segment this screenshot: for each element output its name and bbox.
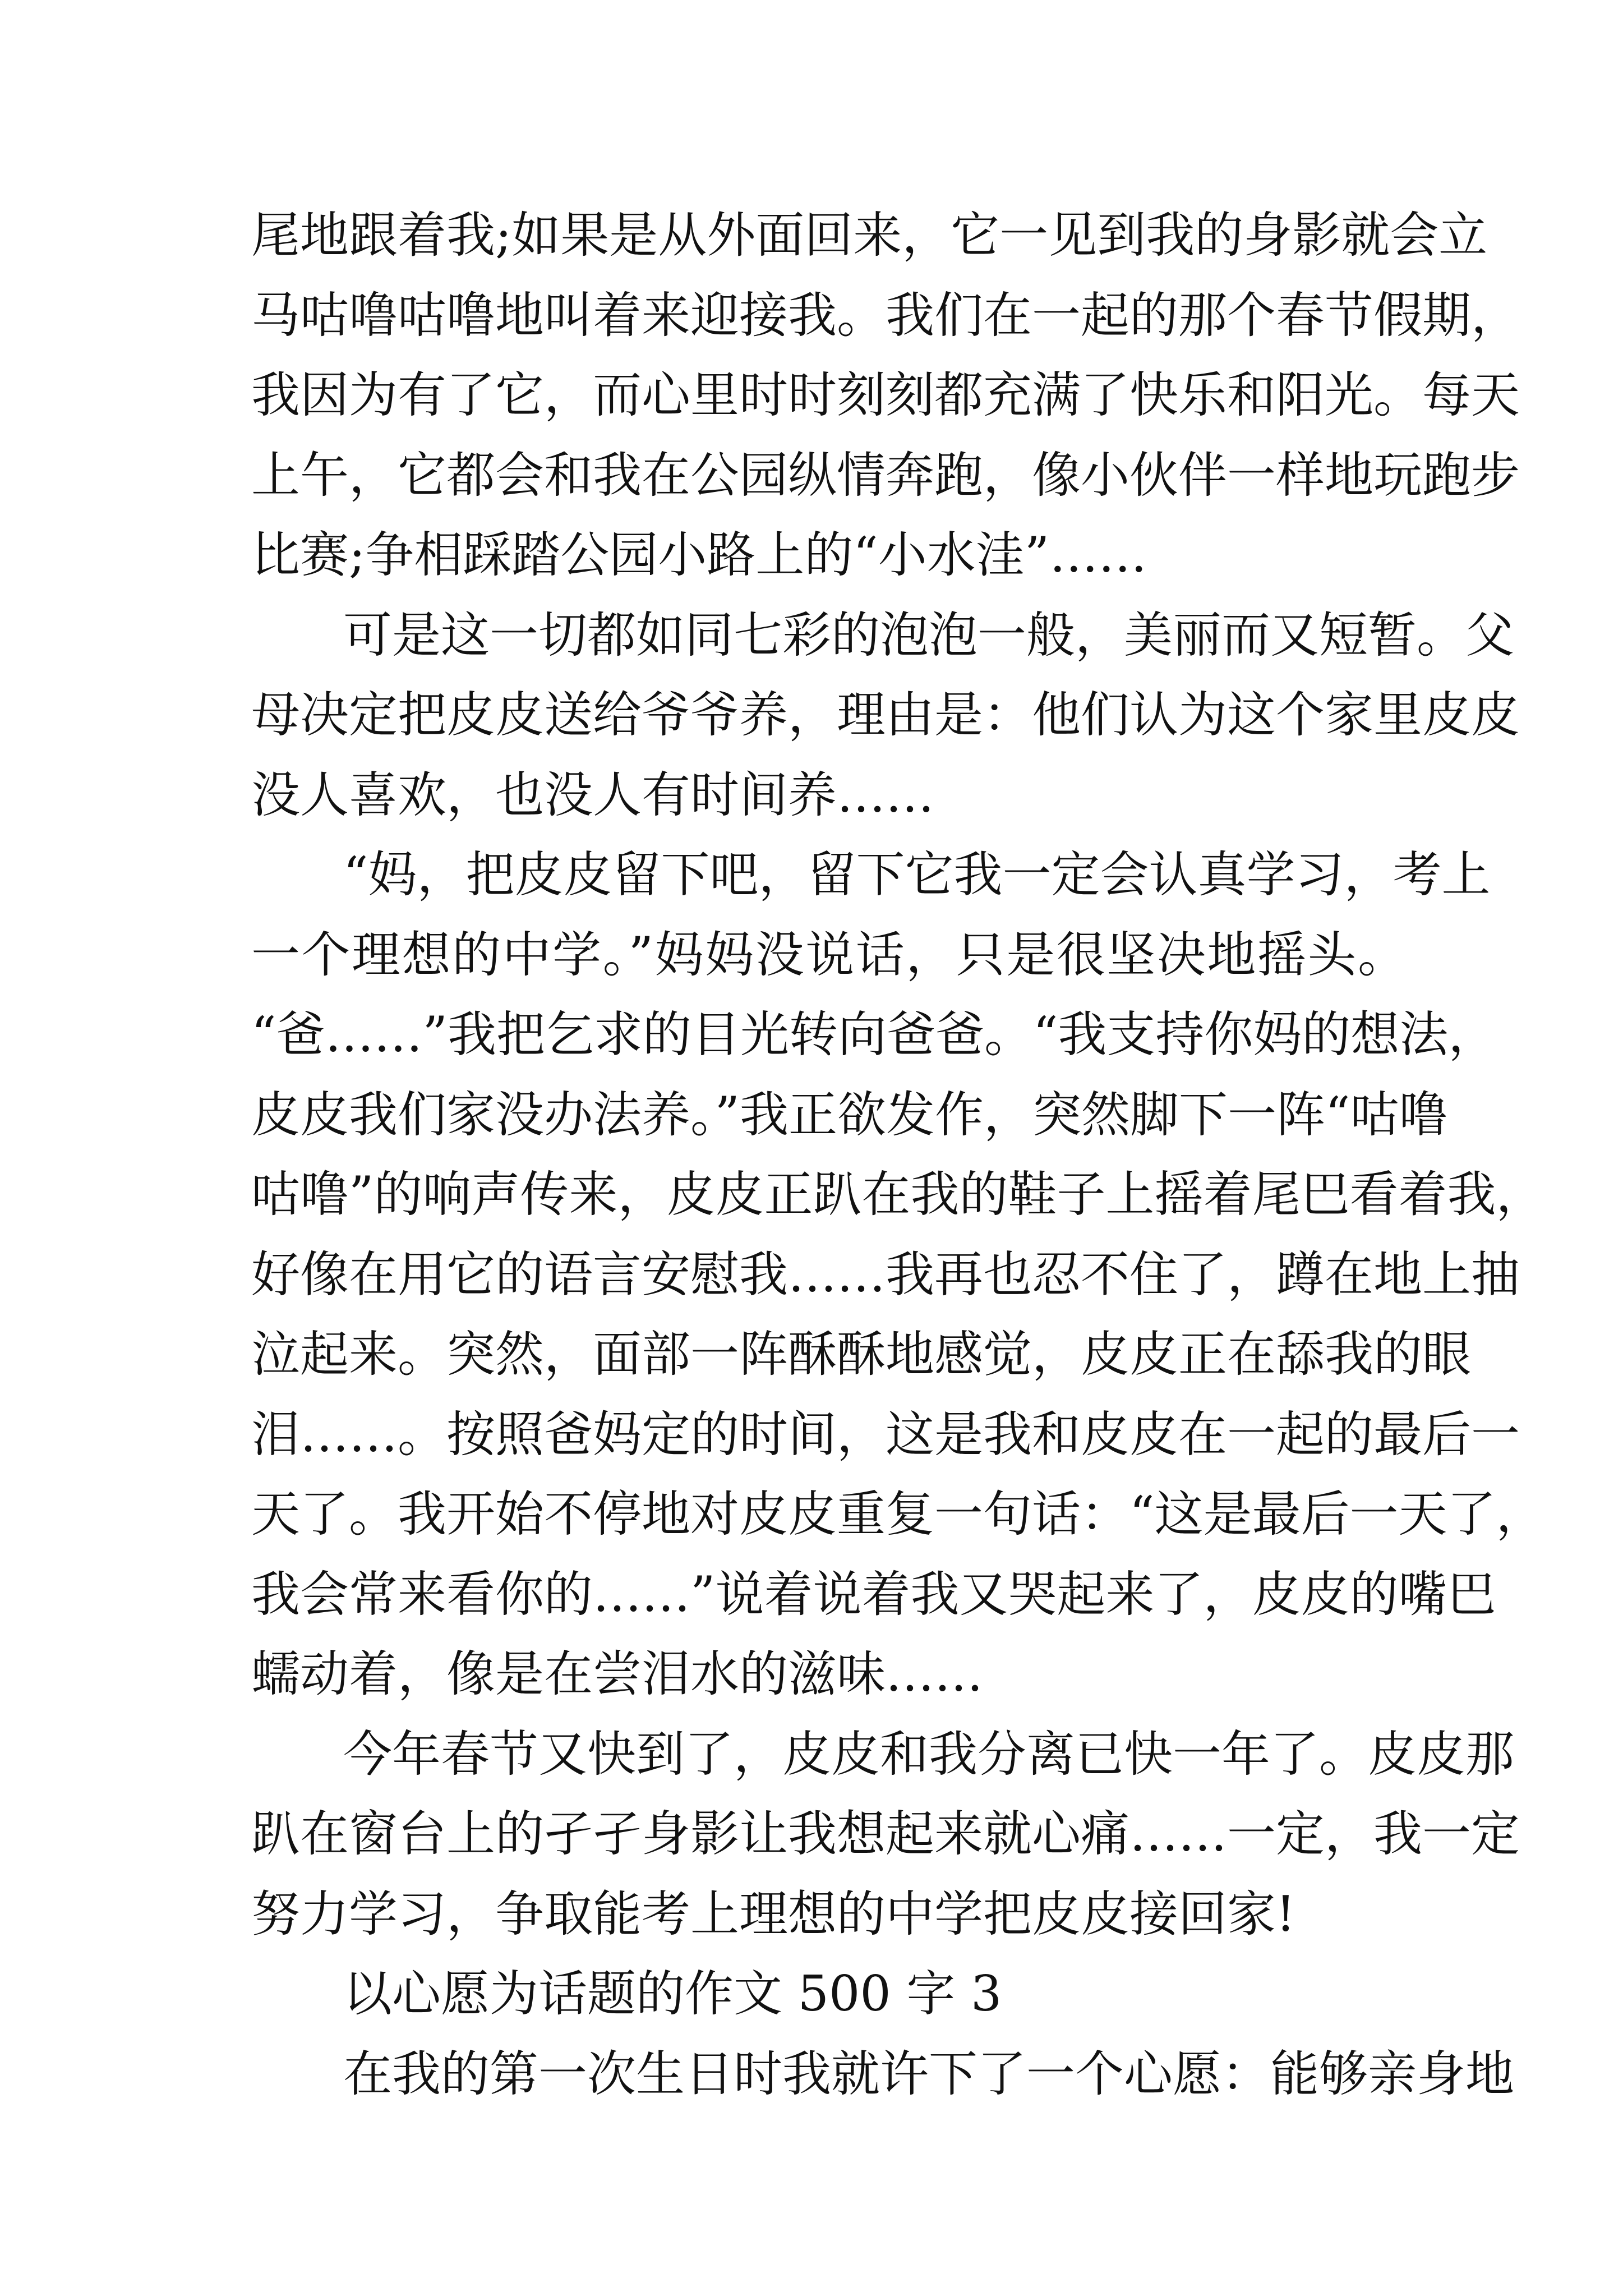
- text-line: 尾地跟着我;如果是从外面回来，它一见到我的身影就会立: [251, 206, 1488, 264]
- text-line: 努力学习，争取能考上理想的中学把皮皮接回家!: [251, 1885, 1295, 1943]
- text-line: 天了。我开始不停地对皮皮重复一句话：“这是最后一天了，: [251, 1485, 1545, 1543]
- text-line: 没人喜欢，也没人有时间养……: [251, 766, 934, 823]
- text-line: 蠕动着，像是在尝泪水的滋味……: [251, 1645, 983, 1703]
- paragraph-first-line: 在我的第一次生日时我就许下了一个心愿：能够亲身地: [343, 2045, 1514, 2102]
- text-line: 趴在窗台上的孑孑身影让我想起来就心痛……一定，我一定: [251, 1805, 1520, 1862]
- text-line: 比赛;争相踩踏公园小路上的“小水洼”……: [251, 526, 1147, 583]
- text-line: 一个理想的中学。”妈妈没说话，只是很坚决地摇头。: [251, 926, 1407, 983]
- paragraph-first-line: 可是这一切都如同七彩的泡泡一般，美丽而又短暂。父: [343, 606, 1514, 664]
- text-line: 我会常来看你的……”说着说着我又哭起来了，皮皮的嘴巴: [251, 1565, 1496, 1623]
- paragraph-first-line: 今年春节又快到了，皮皮和我分离已快一年了。皮皮那: [343, 1725, 1514, 1783]
- text-line: 上午，它都会和我在公园纵情奔跑，像小伙伴一样地玩跑步: [251, 446, 1520, 504]
- essay-body: [251, 195, 1545, 2114]
- text-line: 泪……。按照爸妈定的时间，这是我和皮皮在一起的最后一: [251, 1405, 1520, 1463]
- text-line: 马咕噜咕噜地叫着来迎接我。我们在一起的那个春节假期，: [251, 286, 1520, 344]
- text-line: “爸……”我把乞求的目光转向爸爸。“我支持你妈的想法，: [251, 1006, 1497, 1063]
- text-line: 皮皮我们家没办法养。”我正欲发作，突然脚下一阵“咕噜: [251, 1085, 1448, 1143]
- text-line: 母决定把皮皮送给爷爷养，理由是：他们认为这个家里皮皮: [251, 686, 1520, 743]
- text-line: 咕噜”的响声传来，皮皮正趴在我的鞋子上摇着尾巴看着我，: [251, 1166, 1545, 1223]
- text-line: 泣起来。突然，面部一阵酥酥地感觉，皮皮正在舔我的眼: [251, 1326, 1471, 1383]
- section-heading: 以心愿为话题的作文 500 字 3: [343, 1965, 1002, 2022]
- paragraph-first-line: “妈，把皮皮留下吧，留下它我一定会认真学习，考上: [343, 846, 1491, 903]
- text-line: 我因为有了它，而心里时时刻刻都充满了快乐和阳光。每天: [251, 366, 1520, 424]
- text-line: 好像在用它的语言安慰我……我再也忍不住了，蹲在地上抽: [251, 1245, 1520, 1303]
